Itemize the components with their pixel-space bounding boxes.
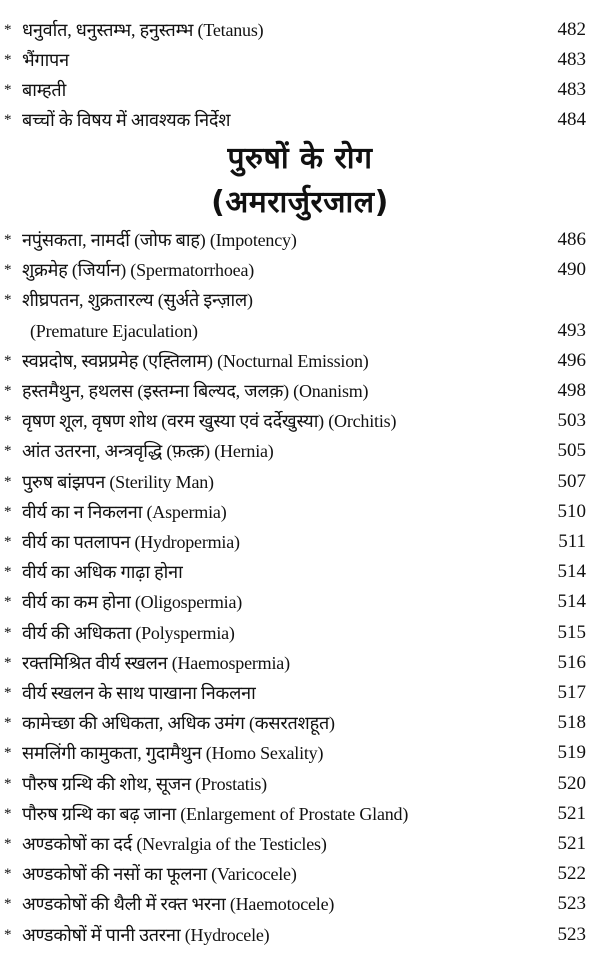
bullet-asterisk: *: [4, 503, 12, 520]
index-entry: [0, 710, 600, 740]
entry-title: वीर्य का कम होना (Oligospermia): [22, 592, 243, 613]
entry-title: वीर्य का पतलापन (Hydropermia): [22, 532, 240, 552]
page-number: 493: [557, 319, 586, 341]
entry-title: रक्तमिश्रित वीर्य स्खलन (Haemospermia): [22, 652, 290, 673]
index-entry: [0, 831, 600, 861]
page-number: 511: [558, 531, 586, 552]
index-entry: [0, 348, 600, 378]
bullet-asterisk: *: [4, 413, 12, 430]
index-entry: [0, 47, 600, 77]
section-subtitle: (अमरार्जुरजाल): [211, 185, 389, 220]
entry-title: बच्चों के विषय में आवश्यक निर्देश: [22, 110, 231, 130]
entry-title: वृषण शूल, वृषण शोथ (वरम खुस्या एवं दर्देखुस्या) (Orchitis): [22, 411, 397, 432]
page-number: 521: [557, 833, 586, 854]
index-entry: [0, 378, 600, 408]
entry-title: बाम्हती: [22, 80, 67, 100]
entry-title: शीघ्रपतन, शुक्रतारल्य (सुर्अते इन्ज़ाल): [22, 290, 253, 311]
index-entry: [0, 287, 600, 317]
bullet-asterisk: *: [4, 383, 12, 399]
page-number: 514: [557, 591, 586, 613]
page-number: 523: [557, 923, 586, 945]
page-number: 482: [557, 19, 586, 40]
bullet-asterisk: *: [4, 805, 12, 822]
entry-title: अण्डकोषों में पानी उतरना (Hydrocele): [22, 924, 270, 945]
section-title: पुरुषों के रोग: [227, 141, 373, 176]
page-number: 516: [557, 651, 586, 673]
page-number: 515: [557, 621, 586, 643]
bullet-asterisk: *: [4, 22, 12, 38]
page-number: 518: [557, 712, 586, 734]
index-entry: [0, 529, 600, 559]
page-number: 505: [557, 440, 586, 462]
index-entry: [0, 438, 600, 468]
entry-title: भैंगापन: [22, 50, 69, 70]
bullet-asterisk: *: [4, 52, 12, 68]
index-entry: [0, 408, 600, 438]
entry-title: वीर्य का अधिक गाढ़ा होना: [22, 562, 183, 583]
index-entry: [0, 17, 600, 47]
bullet-asterisk: *: [4, 82, 12, 98]
bullet-asterisk: *: [4, 564, 12, 581]
index-entry: [0, 891, 600, 921]
entry-title: हस्तमैथुन, हथलस (इस्तम्ना बिल्यद, जलक़) (Onanism): [22, 381, 369, 401]
page-number: 514: [557, 561, 586, 583]
bullet-asterisk: *: [4, 896, 12, 913]
entry-title: स्वप्नदोष, स्वप्नप्रमेह (एह्तिलाम) (Nocturnal Emission): [22, 350, 369, 371]
index-entry: [0, 650, 600, 680]
entry-title: अण्डकोषों की नसों का फूलना (Varicocele): [22, 864, 297, 885]
entry-title: अण्डकोषों की थैली में रक्त भरना (Haemotocele): [22, 894, 335, 915]
bullet-asterisk: *: [4, 232, 12, 248]
entry-title: नपुंसकता, नामर्दी (जोफ बाह) (Impotency): [22, 230, 297, 250]
index-entry: [0, 589, 600, 619]
bullet-asterisk: *: [4, 352, 12, 369]
entry-title: समलिंगी कामुकता, गुदामैथुन (Homo Sexality): [22, 743, 324, 764]
page-number: 519: [557, 742, 586, 764]
bullet-asterisk: *: [4, 685, 12, 701]
entry-title: वीर्य का न निकलना (Aspermia): [22, 501, 227, 522]
index-entry: [0, 861, 600, 891]
bullet-asterisk: *: [4, 473, 12, 490]
entry-title: पुरुष बांझपन (Sterility Man): [22, 471, 214, 492]
bullet-asterisk: *: [4, 112, 12, 128]
bullet-asterisk: *: [4, 594, 12, 611]
index-entry: [0, 680, 600, 710]
index-entry: [0, 771, 600, 801]
bullet-asterisk: *: [4, 654, 12, 671]
index-entry: [0, 318, 600, 348]
entry-title: पौरुष ग्रन्थि का बढ़ जाना (Enlargement of Prostate Gland): [22, 803, 409, 824]
index-entry: [0, 620, 600, 650]
index-entry: [0, 77, 600, 107]
entry-title: (Premature Ejaculation): [30, 320, 198, 341]
index-entry: [0, 740, 600, 770]
entry-title: आंत उतरना, अन्त्रवृद्धि (फ़त्क़) (Hernia): [22, 441, 274, 462]
index-entry: [0, 227, 600, 257]
page-number: 503: [557, 410, 586, 432]
bullet-asterisk: *: [4, 775, 12, 792]
index-entry: [0, 499, 600, 529]
bullet-asterisk: *: [4, 745, 12, 762]
page-number: 517: [557, 682, 586, 703]
entry-title: कामेच्छा की अधिकता, अधिक उमंग (कसरतशहूत): [22, 713, 335, 734]
entry-title: पौरुष ग्रन्थि की शोथ, सूजन (Prostatis): [22, 773, 267, 794]
index-entry: [0, 257, 600, 287]
entry-title: वीर्य स्खलन के साथ पाखाना निकलना: [22, 683, 256, 703]
page-number: 523: [557, 893, 586, 915]
page-number: 483: [557, 49, 586, 70]
bullet-asterisk: *: [4, 836, 12, 852]
page-number: 484: [557, 109, 586, 130]
bullet-asterisk: *: [4, 262, 12, 279]
index-entry: [0, 559, 600, 589]
bullet-asterisk: *: [4, 534, 12, 550]
index-entry: [0, 922, 600, 952]
page-number: 496: [557, 349, 586, 371]
page-number: 507: [557, 470, 586, 492]
page-number: 490: [557, 259, 586, 281]
index-entry: [0, 801, 600, 831]
bullet-asterisk: *: [4, 443, 12, 460]
entry-title: वीर्य की अधिकता (Polyspermia): [22, 622, 235, 643]
page-number: 522: [557, 863, 586, 885]
page-number: 510: [557, 500, 586, 522]
page-number: 520: [557, 772, 586, 794]
page-number: 521: [557, 802, 586, 824]
page-number: 498: [557, 380, 586, 401]
page-number: 483: [557, 79, 586, 100]
index-entry: [0, 107, 600, 137]
bullet-asterisk: *: [4, 292, 12, 309]
page-number: 486: [557, 229, 586, 250]
bullet-asterisk: *: [4, 624, 12, 641]
bullet-asterisk: *: [4, 715, 12, 732]
entry-title: धनुर्वात, धनुस्तम्भ, हनुस्तम्भ (Tetanus): [22, 20, 264, 40]
entry-title: शुक्रमेह (जिर्यान) (Spermatorrhoea): [22, 260, 255, 281]
index-entry: [0, 469, 600, 499]
entry-title: अण्डकोषों का दर्द (Nevralgia of the Testicles): [22, 834, 327, 854]
bullet-asterisk: *: [4, 866, 12, 883]
bullet-asterisk: *: [4, 926, 12, 943]
